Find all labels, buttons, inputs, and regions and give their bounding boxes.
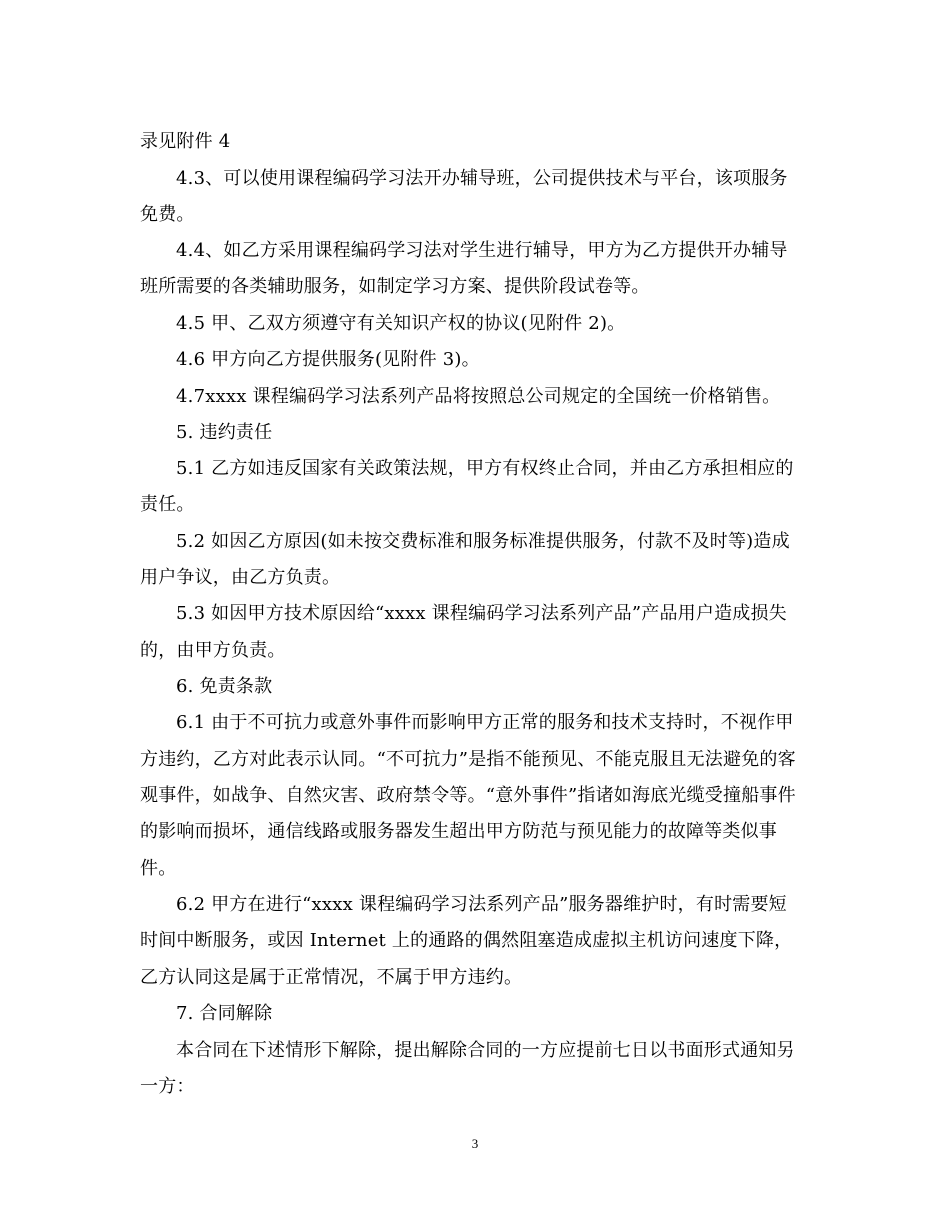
section-heading: 5. 违约责任 xyxy=(176,422,273,443)
text-line: 5.3 如因甲方技术原因给“xxxx 课程编码学习法系列产品”产品用户造成损失 xyxy=(176,603,787,624)
text-line: 4.7xxxx 课程编码学习法系列产品将按照总公司规定的全国统一价格销售。 xyxy=(176,386,781,407)
text-line: 4.3、可以使用课程编码学习法开办辅导班，公司提供技术与平台，该项服务 xyxy=(176,168,788,189)
text-line: 件。 xyxy=(140,858,177,879)
text-line: 4.4、如乙方采用课程编码学习法对学生进行辅导，甲方为乙方提供开办辅导 xyxy=(176,240,788,261)
text-line: 6.2 甲方在进行“xxxx 课程编码学习法系列产品”服务器维护时，有时需要短 xyxy=(176,894,787,915)
text-line: 观事件，如战争、自然灾害、政府禁令等。“意外事件”指诸如海底光缆受撞船事件 xyxy=(140,785,796,806)
text-line: 责任。 xyxy=(140,494,195,515)
text-line: 班所需要的各类辅助服务，如制定学习方案、提供阶段试卷等。 xyxy=(140,276,650,297)
text-line: 5.1 乙方如违反国家有关政策法规，甲方有权终止合同，并由乙方承担相应的 xyxy=(176,458,794,479)
text-line: 免费。 xyxy=(140,204,195,225)
section-heading: 6. 免责条款 xyxy=(176,676,273,697)
text-line: 本合同在下述情形下解除，提出解除合同的一方应提前七日以书面形式通知另 xyxy=(176,1040,795,1061)
text-line: 方违约，乙方对此表示认同。“不可抗力”是指不能预见、不能克服且无法避免的客 xyxy=(140,749,796,770)
text-line: 时间中断服务，或因 Internet 上的通路的偶然阻塞造成虚拟主机访问速度下降， xyxy=(140,930,793,951)
text-line: 5.2 如因乙方原因(如未按交费标准和服务标准提供服务，付款不及时等)造成 xyxy=(176,531,790,552)
text-line: 4.5 甲、乙双方须遵守有关知识产权的协议(见附件 2)。 xyxy=(176,313,626,334)
text-line: 的，由甲方负责。 xyxy=(140,640,286,661)
page-number: 3 xyxy=(471,1136,479,1151)
text-line: 的影响而损坏，通信线路或服务器发生超出甲方防范与预见能力的故障等类似事 xyxy=(140,821,777,842)
text-line: 一方： xyxy=(140,1076,195,1097)
text-line: 用户争议，由乙方负责。 xyxy=(140,567,341,588)
section-heading: 7. 合同解除 xyxy=(176,1003,273,1024)
text-line: 6.1 由于不可抗力或意外事件而影响甲方正常的服务和技术支持时，不视作甲 xyxy=(176,712,794,733)
text-line: 4.6 甲方向乙方提供服务(见附件 3)。 xyxy=(176,349,480,370)
text-line: 录见附件 4 xyxy=(140,131,231,152)
text-line: 乙方认同这是属于正常情况，不属于甲方违约。 xyxy=(140,967,523,988)
